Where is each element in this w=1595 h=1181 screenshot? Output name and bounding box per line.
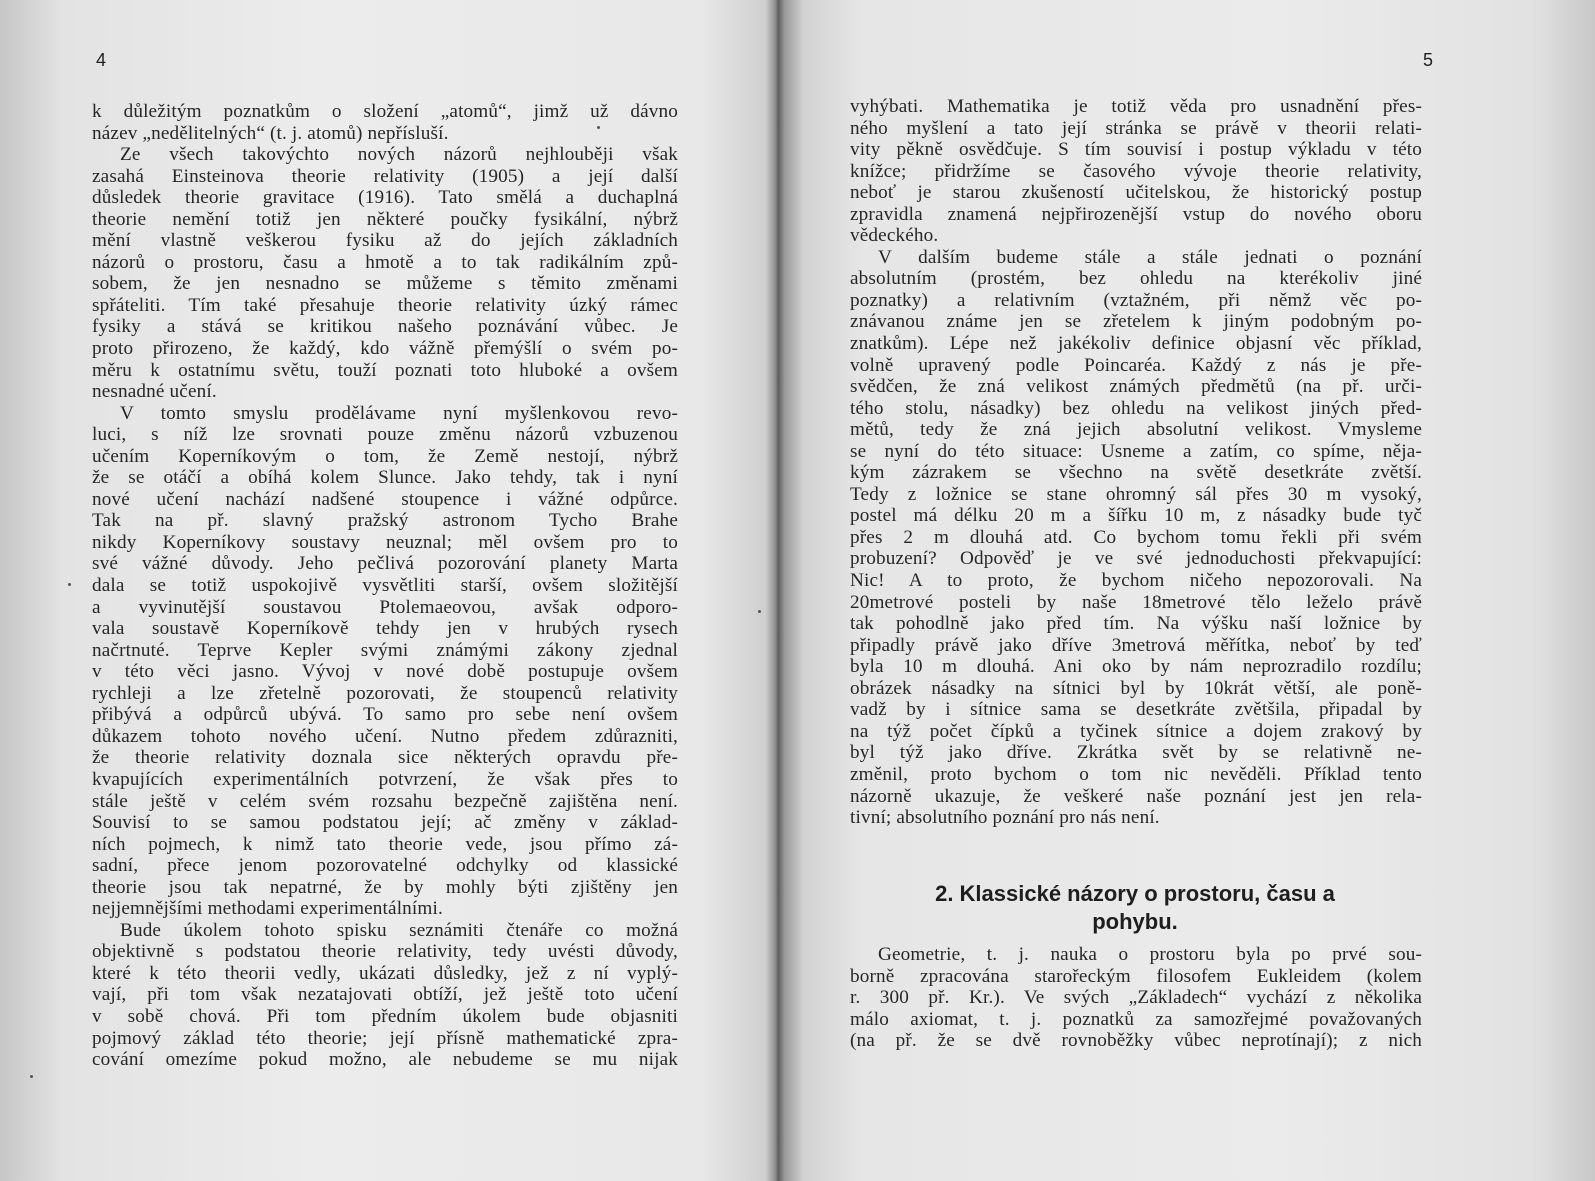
- right-page-text: [850, 96, 1422, 829]
- text-line: název „nedělitelných“ (t. j. atomů) nepřísluší.: [92, 122, 449, 144]
- text-line: cování omezíme pokud možno, ale nebudeme se mu nijak: [92, 1049, 678, 1071]
- text-line: luci, s níž lze srovnati pouze změnu názorů vzbuzenou: [92, 424, 678, 446]
- text-line: fysiky a stává se kritikou našeho poznávání vůbec. Je: [92, 316, 678, 338]
- section-heading-line: 2. Klassické názory o prostoru, času a: [935, 881, 1335, 906]
- text-line: stále ještě v celém svém rozsahu bezpečně zajištěna není.: [92, 790, 678, 812]
- text-line: k důležitým poznatkům o složení „atomů“, jimž už dávno: [92, 101, 678, 122]
- left-page-text: [92, 101, 678, 1071]
- page-number-right: 5: [1423, 50, 1434, 70]
- text-line: přes 2 m dlouhá atd. Co bychom tomu řekli při svém: [850, 526, 1422, 548]
- text-line: nikdy Koperníkovy soustavy neuznal; měl ovšem pro to: [92, 531, 678, 553]
- text-line: neboť je starou zkušeností učitelskou, že historický postup: [850, 182, 1422, 204]
- text-line: se nyní do této situace: Usneme a zatím, co spíme, něja-: [850, 440, 1422, 462]
- text-line: tak pohodlně jako před tím. Na výšku naší ložnice by: [850, 613, 1422, 635]
- text-line: názorů o prostoru, času a hmotě a to tak radikálním způ-: [92, 251, 678, 273]
- paper-speck: [758, 610, 761, 613]
- text-line: Nic! A to proto, že bychom ničeho nepozorovali. Na: [850, 570, 1422, 592]
- text-line: nové učení nachází nadšené stoupence i vážné odpůrce.: [92, 488, 678, 510]
- text-line: vity pěkně osvědčuje. S tím souvisí i postup výkladu v této: [850, 139, 1422, 161]
- text-line: theorie nemění totiž jen některé poučky fysikální, nýbrž: [92, 208, 678, 230]
- text-line: borně zpracována starořeckým filosofem Eukleidem (kolem: [850, 965, 1422, 987]
- text-line: ného myšlení a tato její stránka se právě v theorii relati-: [850, 117, 1422, 139]
- text-line: málo axiomat, t. j. poznatků za samozřejmé považovaných: [850, 1008, 1422, 1030]
- text-line: knížce; přidržíme se časového vývoje theorie relativity,: [850, 160, 1422, 182]
- text-line: dala se totiž uspokojivě vysvětliti starší, ovšem složitější: [92, 575, 678, 597]
- text-line: volně upravený podle Poincaréa. Každý z nás je pře-: [850, 354, 1422, 376]
- text-line: v sobě chová. Při tom předním úkolem bude objasniti: [92, 1005, 678, 1027]
- text-line: měru k ostatnímu světu, touží poznati toto hluboké a ovšem: [92, 359, 678, 381]
- text-line: a vyvinutější soustavou Ptolemaeovou, avšak odporo-: [92, 596, 678, 618]
- text-line: byl týž jako dříve. Zkrátka svět by se relativně ne-: [850, 742, 1422, 764]
- right-page: [780, 0, 1595, 1181]
- text-line: 20metrové posteli by naše 18metrové tělo leželo právě: [850, 591, 1422, 613]
- text-line: názorně ukazuje, že veškeré naše poznání jest jen rela-: [850, 785, 1422, 807]
- section-heading-line: pohybu.: [1092, 909, 1178, 934]
- text-line: v této věci jasno. Vývoj v nové době postupuje ovšem: [92, 661, 678, 683]
- section-text: [850, 944, 1422, 1052]
- text-line: důkazem tohoto nového učení. Nutno předem zdůrazniti,: [92, 725, 678, 747]
- text-line: Bude úkolem tohoto spisku seznámiti čtenáře co možná: [120, 919, 678, 941]
- text-line: poznatky) a relativním (vztažném, při němž věc po-: [850, 289, 1422, 311]
- text-line: zpravidla znamená nejpřirozenější vstup do nového oboru: [850, 203, 1422, 225]
- text-line: Geometrie, t. j. nauka o prostoru byla po prvé sou-: [878, 944, 1422, 965]
- page-number-left: 4: [96, 50, 107, 70]
- paper-speck: [68, 583, 71, 586]
- text-line: Tedy z ložnice se stane ohromný sál přes 30 m vysoký,: [850, 483, 1422, 505]
- text-line: své vážné důvody. Jeho pečlivá pozorování planety Marta: [92, 553, 678, 575]
- text-line: ních pojmech, k nimž tato theorie vede, jsou přímo zá-: [92, 833, 678, 855]
- text-line: (na př. že se dvě rovnoběžky vůbec neprotínají); z nich: [850, 1030, 1422, 1052]
- text-line: vědeckého.: [850, 225, 939, 247]
- text-line: rychleji a lze zřetelně pozorovati, že stoupenců relativity: [92, 682, 678, 704]
- text-line: Souvisí to se samou podstatou její; ač změny v základ-: [92, 812, 678, 834]
- paper-speck: [597, 126, 600, 129]
- text-line: že se otáčí a obíhá kolem Slunce. Jako tehdy, tak i nyní: [92, 467, 678, 489]
- text-line: sadní, přece jenom pozorovatelné odchylky od klassické: [92, 855, 678, 877]
- text-line: kým zázrakem se všechno na světě desetkráte zvětší.: [850, 462, 1422, 484]
- text-line: učením Koperníkovým o tom, že Země nestojí, nýbrž: [92, 445, 678, 467]
- text-line: znatkům). Lépe než jakékoliv definice objasní věc příklad,: [850, 333, 1422, 355]
- text-line: tého stolu, násadky) bez ohledu na velikost jiných před-: [850, 397, 1422, 419]
- text-line: znávanou známe jen se zřetelem k jiným podobným po-: [850, 311, 1422, 333]
- text-line: změnil, proto bychom o tom nic nevěděli. Příklad tento: [850, 763, 1422, 785]
- text-line: theorie jsou tak nepatrné, že by mohly býti zjištěny jen: [92, 876, 678, 898]
- text-line: důsledek theorie gravitace (1916). Tato smělá a duchaplná: [92, 187, 678, 209]
- text-line: r. 300 př. Kr.). Ve svých „Základech“ vychází z několika: [850, 987, 1422, 1009]
- text-line: Ze všech takovýchto nových názorů nejhlouběji však: [120, 144, 678, 166]
- text-line: sobem, že jen nesnadno se můžeme s těmito změnami: [92, 273, 678, 295]
- text-line: vají, při tom však nezatajovati obtíží, jež ještě toto učení: [92, 984, 678, 1006]
- text-line: připadly právě jako dříve 3metrová měřítka, neboť by teď: [850, 634, 1422, 656]
- text-line: vala soustavě Koperníkově tehdy jen v hrubých rysech: [92, 618, 678, 640]
- text-line: postel má délku 20 m a šířku 10 m, z násadky bude tyč: [850, 505, 1422, 527]
- text-line: mění vlastně veškerou fysiku až do jejích základních: [92, 230, 678, 252]
- text-line: na týž počet čípků a tyčinek sítnice a dojem zrakový by: [850, 720, 1422, 742]
- text-line: nejjemnějšími methodami experimentálními.: [92, 898, 443, 920]
- text-line: objektivně s podstatou theorie relativity, tedy uvésti důvody,: [92, 941, 678, 963]
- text-line: přibývá a odpůrců ubývá. To samo pro sebe není ovšem: [92, 704, 678, 726]
- text-line: mětů, tedy že zná jejich absolutní velikost. Vmysleme: [850, 419, 1422, 441]
- text-line: proto přirozeno, že každý, kdo vážně přemýšlí o svém po-: [92, 338, 678, 360]
- text-line: načrtnuté. Teprve Kepler svými známými zákony zjednal: [92, 639, 678, 661]
- text-line: vadž by i sítnice sama se desetkráte zvětšila, připadal by: [850, 699, 1422, 721]
- text-line: svědčen, že zná velikost známých předmětů (na př. urči-: [850, 376, 1422, 398]
- left-page: [0, 0, 760, 1181]
- text-line: probuzení? Odpověď je ve své jednoduchosti překvapující:: [850, 548, 1422, 570]
- text-line: byla 10 m dlouhá. Ani oko by nám neprozradilo rozdílu;: [850, 656, 1422, 678]
- text-line: pojmový základ této theorie; její přísně mathematické zpra-: [92, 1027, 678, 1049]
- text-line: spřáteliti. Tím také přesahuje theorie relativity úzký rámec: [92, 294, 678, 316]
- text-line: které k této theorii vedly, ukázati důsledky, jež z ní vyplý-: [92, 962, 678, 984]
- text-line: V tomto smyslu prodělávame nyní myšlenkovou revo-: [120, 402, 678, 424]
- text-line: že theorie relativity doznala sice některých opravdu pře-: [92, 747, 678, 769]
- text-line: kvapujících experimentálních potvrzení, že však přes to: [92, 768, 678, 790]
- text-line: obrázek násadky na sítnici byl by 10krát větší, ale poně-: [850, 677, 1422, 699]
- section-heading: [880, 880, 1390, 936]
- text-line: V dalším budeme stále a stále jednati o poznání: [878, 246, 1422, 268]
- text-line: absolutním (prostém, bez ohledu na kterékoliv jiné: [850, 268, 1422, 290]
- paper-speck: [30, 1075, 33, 1078]
- text-line: nesnadné učení.: [92, 381, 217, 403]
- text-line: tivní; absolutního poznání pro nás není.: [850, 807, 1160, 829]
- text-line: vyhýbati. Mathematika je totiž věda pro usnadnění přes-: [850, 96, 1422, 117]
- text-line: Tak na př. slavný pražský astronom Tycho Brahe: [92, 510, 678, 532]
- text-line: zasahá Einsteinova theorie relativity (1905) a její další: [92, 165, 678, 187]
